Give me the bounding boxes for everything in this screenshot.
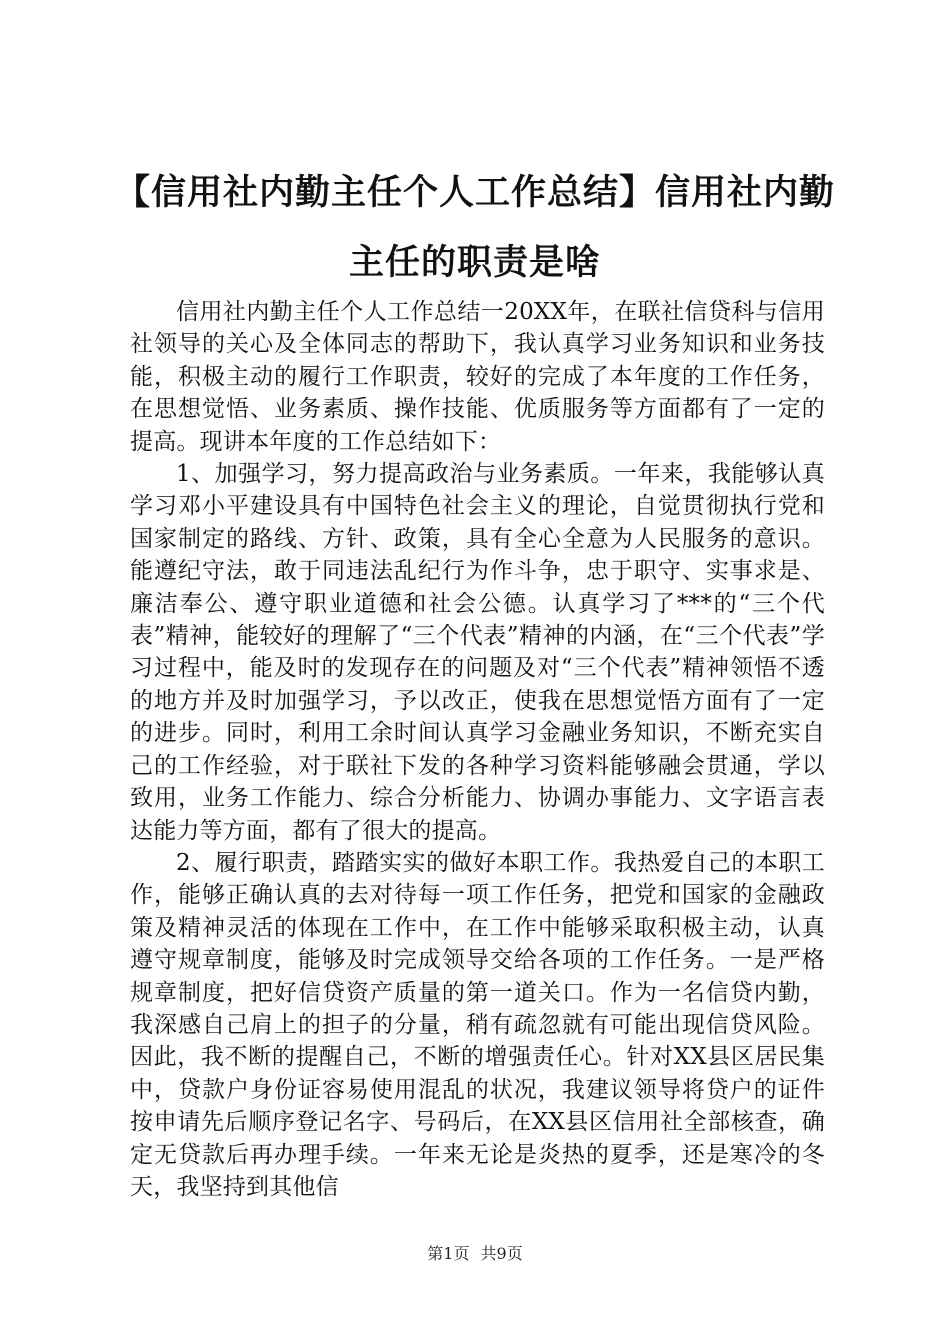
document-body	[130, 296, 825, 1203]
paragraph-section-1: 1、加强学习，努力提高政治与业务素质。一年来，我能够认真学习邓小平建设具有中国特色社会主义的理论，自觉贯彻执行党和国家制定的路线、方针、政策，具有全心全意为人民服务的意识。能遵纪守法，敢于同违法乱纪行为作斗争，忠于职守、实事求是、廉洁奉公、遵守职业道德和社会公德。认真学习了***的“三个代表”精神，能较好的理解了“三个代表”精神的内涵，在“三个代表”学习过程中，能及时的发现存在的问题及对“三个代表”精神领悟不透的地方并及时加强学习，予以改正，使我在思想觉悟方面有了一定的进步。同时，利用工余时间认真学习金融业务知识，不断充实自己的工作经验，对于联社下发的各种学习资料能够融会贯通，学以致用，业务工作能力、综合分析能力、协调办事能力、文字语言表达能力等方面，都有了很大的提高。	[130, 461, 825, 844]
page-number: 第1页	[427, 1244, 470, 1263]
page-total: 共9页	[480, 1244, 523, 1263]
paragraph-intro: 信用社内勤主任个人工作总结一20XX年，在联社信贷科与信用社领导的关心及全体同志的帮助下，我认真学习业务知识和业务技能，积极主动的履行工作职责，较好的完成了本年度的工作任务，在思想觉悟、业务素质、操作技能、优质服务等方面都有了一定的提高。现讲本年度的工作总结如下：	[130, 299, 825, 455]
paragraph-section-2: 2、履行职责，踏踏实实的做好本职工作。我热爱自己的本职工作，能够正确认真的去对待每一项工作任务，把党和国家的金融政策及精神灵活的体现在工作中，在工作中能够采取积极主动，认真遵守规章制度，能够及时完成领导交给各项的工作任务。一是严格规章制度，把好信贷资产质量的第一道关口。作为一名信贷内勤，我深感自己肩上的担子的分量，稍有疏忽就有可能出现信贷风险。因此，我不断的提醒自己，不断的增强责任心。针对XX县区居民集中，贷款户身份证容易使用混乱的状况，我建议领导将贷户的证件按申请先后顺序登记名字、号码后，在XX县区信用社全部核查，确定无贷款后再办理手续。一年来无论是炎热的夏季，还是寒冷的冬天，我坚持到其他信	[130, 849, 825, 1200]
document-title: 【信用社内勤主任个人工作总结】信用社内勤主任的职责是啥	[114, 173, 835, 283]
page-footer	[0, 1244, 950, 1264]
